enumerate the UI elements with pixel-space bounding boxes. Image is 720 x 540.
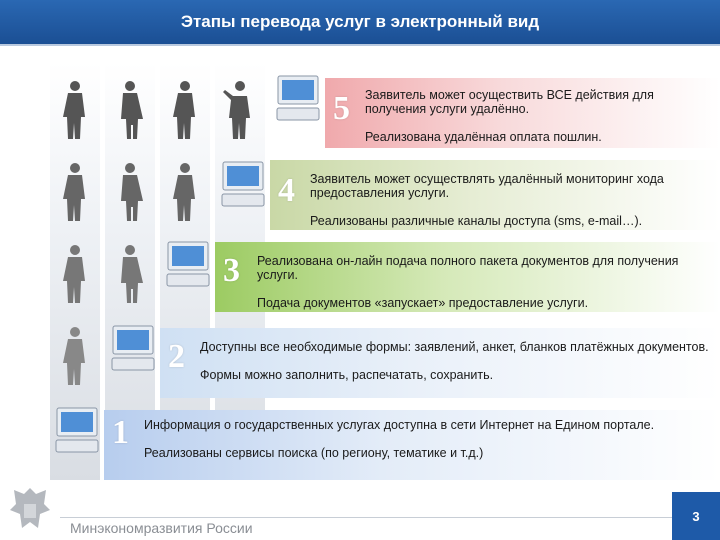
coat-of-arms-icon: [6, 484, 54, 536]
step-4-line2: Реализованы различные каналы доступа (sms, e-mail…).: [310, 214, 643, 228]
computer-icon: [110, 324, 156, 374]
step-4: [270, 160, 720, 230]
step-1: [104, 410, 720, 480]
step-5-line1: Заявитель может осуществить ВСЕ действия для получения услуги удалённо.: [365, 88, 654, 116]
step-4-number: 4: [278, 172, 295, 209]
page-number: 3: [672, 492, 720, 540]
person-icon: [166, 80, 204, 140]
step-3-text: [257, 254, 712, 310]
computer-icon: [165, 240, 211, 290]
computer-icon: [54, 406, 100, 456]
person-icon: [56, 162, 94, 222]
person-icon: [56, 80, 94, 140]
computer-icon: [275, 74, 321, 124]
person-icon: [166, 162, 204, 222]
person-icon: [56, 326, 94, 386]
computer-icon: [220, 160, 266, 210]
person-icon: [56, 244, 94, 304]
slide-title: Этапы перевода услуг в электронный вид: [0, 0, 720, 46]
person-icon: [111, 80, 149, 140]
step-5-text: [365, 88, 712, 144]
person-icon: [111, 244, 149, 304]
step-3-line1: Реализована он-лайн подача полного пакета документов для получения услуги.: [257, 254, 679, 282]
step-5-number: 5: [333, 90, 350, 127]
person-icon: [221, 80, 259, 140]
step-2-line2: Формы можно заполнить, распечатать, сохранить.: [200, 368, 494, 382]
person-icon: [111, 162, 149, 222]
step-4-text: [310, 172, 712, 228]
step-4-line1: Заявитель может осуществлять удалённый мониторинг хода предоставления услуги.: [310, 172, 664, 200]
ministry-name: Минэкономразвития России: [70, 520, 253, 536]
step-1-line2: Реализованы сервисы поиска (по региону, тематике и т.д.): [144, 446, 484, 460]
step-2-number: 2: [168, 338, 185, 375]
step-2-line1: Доступны все необходимые формы: заявлений, анкет, бланков платёжных документов.: [200, 340, 709, 354]
step-3-number: 3: [223, 252, 240, 289]
step-5-line2: Реализована удалённая оплата пошлин.: [365, 130, 602, 144]
step-1-line1: Информация о государственных услугах доступна в сети Интернет на Едином портале.: [144, 418, 655, 432]
step-2-text: [200, 340, 712, 382]
footer-divider: [60, 517, 720, 518]
step-3-line2: Подача документов «запускает» предоставление услуги.: [257, 296, 589, 310]
step-3: [215, 242, 720, 312]
step-2: [160, 328, 720, 398]
step-1-text: [144, 418, 712, 460]
step-1-number: 1: [112, 414, 129, 451]
step-5: [325, 78, 720, 148]
